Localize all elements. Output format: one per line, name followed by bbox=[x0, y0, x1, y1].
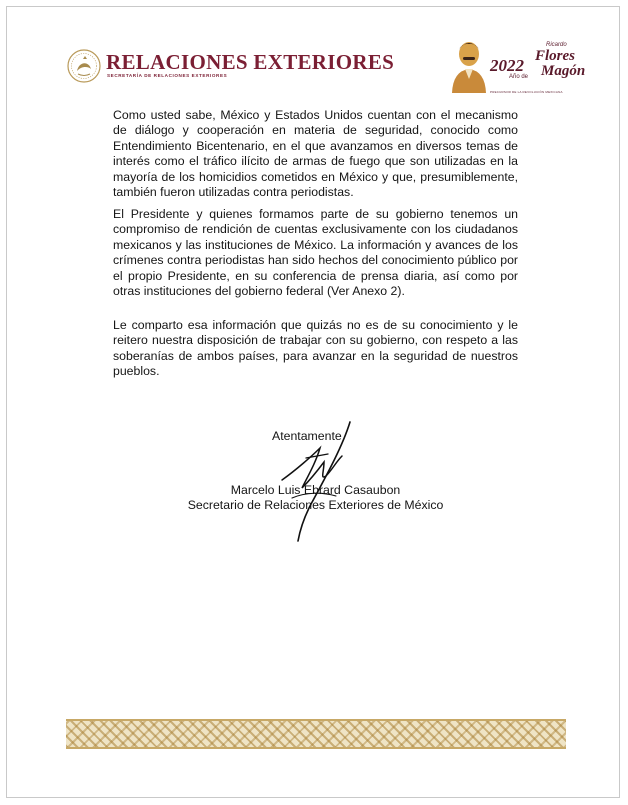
brand-title: RELACIONES EXTERIORES bbox=[106, 50, 395, 74]
decorative-footer-band bbox=[66, 719, 566, 749]
emblem-caption: PRECURSOR DE LA REVOLUCIÓN MEXICANA bbox=[490, 90, 563, 94]
emblem-last-name-2: Magón bbox=[541, 63, 586, 79]
letter-paragraph: Como usted sabe, México y Estados Unidos cuentan con el mecanismo de diálogo y cooperación en materia de seguridad, conocido como Entendimiento Bicentenario, en el que avanzamos en diversos temas de interés como el tráfico ilícito de armas de fuego que son utilizadas en la mayoría de los homicidios cometidos en México y que, presumiblemente, también fueron utilizadas contra periodistas. bbox=[113, 108, 518, 200]
emblem-year: 2022 bbox=[490, 56, 524, 75]
letter-paragraph: El Presidente y quienes formamos parte de su gobierno tenemos un compromiso de rendición de cuentas exclusivamente con los ciudadanos mexicanos y las instituciones de México. La información y avances de los crímenes contra periodistas han sido hechos del conocimiento público por el propio Presidente, en su conferencia de prensa diaria, así como por otras instituciones del gobierno federal (Ver Anexo 2). bbox=[113, 207, 518, 299]
brand-subtitle: SECRETARÍA DE RELACIONES EXTERIORES bbox=[107, 73, 228, 78]
letterhead bbox=[0, 0, 628, 100]
portrait-icon bbox=[449, 37, 489, 93]
emblem-last-name-1: Flores bbox=[535, 48, 576, 64]
national-seal-icon bbox=[66, 47, 102, 85]
emblem-first-name: Ricardo bbox=[546, 42, 567, 48]
signer-title: Secretario de Relaciones Exteriores de México bbox=[187, 498, 444, 512]
closing-salutation: Atentamente bbox=[272, 429, 342, 443]
signer-name: Marcelo Luis Ebrard Casaubon bbox=[230, 483, 401, 497]
emblem-year-caption: Año de bbox=[509, 74, 529, 80]
handwritten-signature-icon bbox=[262, 418, 372, 543]
letter-paragraph: Le comparto esa información que quizás no es de su conocimiento y le reitero nuestra disposición de trabajar con su gobierno, con respeto a las soberanías de ambos países, para avanzar en la seguridad de nuestros pueblos. bbox=[113, 318, 518, 379]
